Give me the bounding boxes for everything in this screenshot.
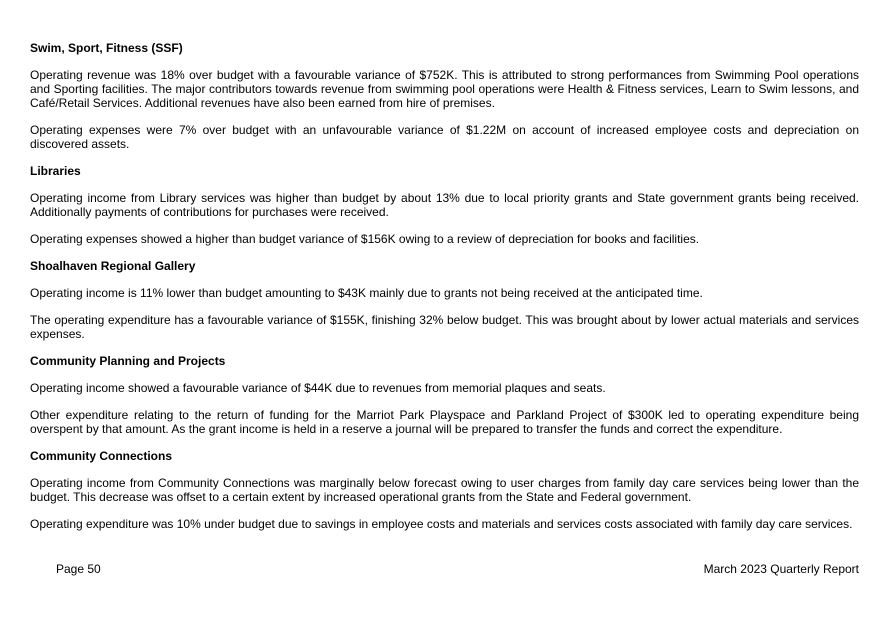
section-gallery (30, 259, 859, 341)
section-community-connections (30, 449, 859, 531)
section-heading: Community Planning and Projects (30, 354, 226, 368)
section-paragraph: Other expenditure relating to the return of funding for the Marriot Park Playspace and Parkland Project of $300K led to operating expenditure being overspent by that amount. As the grant income is held in a reserve a journal will be prepared to transfer the funds and correct the expenditure. (30, 408, 859, 436)
report-title: March 2023 Quarterly Report (703, 562, 859, 576)
section-paragraph: Operating income showed a favourable variance of $44K due to revenues from memorial plaques and seats. (30, 381, 606, 395)
section-paragraph: Operating income from Community Connections was marginally below forecast owing to user charges from family day care services being lower than the budget. This decrease was offset to a certain extent by increased operational grants from the State and Federal government. (30, 476, 859, 504)
section-community-planning (30, 354, 859, 436)
section-libraries (30, 164, 859, 246)
section-paragraph: The operating expenditure has a favourable variance of $155K, finishing 32% below budget. This was brought about by lower actual materials and services expenses. (30, 313, 859, 341)
section-paragraph: Operating income from Library services was higher than budget by about 13% due to local priority grants and State government grants being received. Additionally payments of contributions for purchases were received. (30, 191, 859, 219)
section-heading: Libraries (30, 164, 81, 178)
document-body (30, 41, 859, 544)
section-ssf (30, 41, 859, 151)
section-paragraph: Operating expenses showed a higher than budget variance of $156K owing to a review of depreciation for books and facilities. (30, 232, 700, 246)
section-heading: Swim, Sport, Fitness (SSF) (30, 41, 183, 55)
section-paragraph: Operating income is 11% lower than budget amounting to $43K mainly due to grants not being received at the anticipated time. (30, 286, 703, 300)
section-heading: Shoalhaven Regional Gallery (30, 259, 196, 273)
section-paragraph: Operating revenue was 18% over budget with a favourable variance of $752K. This is attributed to strong performances from Swimming Pool operations and Sporting facilities. The major contributors towards revenue from swimming pool operations were Health & Fitness services, Learn to Swim lessons, and Café/Retail Services. Additional revenues have also been earned from hire of premises. (30, 68, 859, 110)
section-heading: Community Connections (30, 449, 173, 463)
page-footer (56, 562, 859, 576)
page-number: Page 50 (56, 562, 101, 576)
section-paragraph: Operating expenses were 7% over budget with an unfavourable variance of $1.22M on account of increased employee costs and depreciation on discovered assets. (30, 123, 859, 151)
section-paragraph: Operating expenditure was 10% under budget due to savings in employee costs and materials and services costs associated with family day care services. (30, 517, 853, 531)
